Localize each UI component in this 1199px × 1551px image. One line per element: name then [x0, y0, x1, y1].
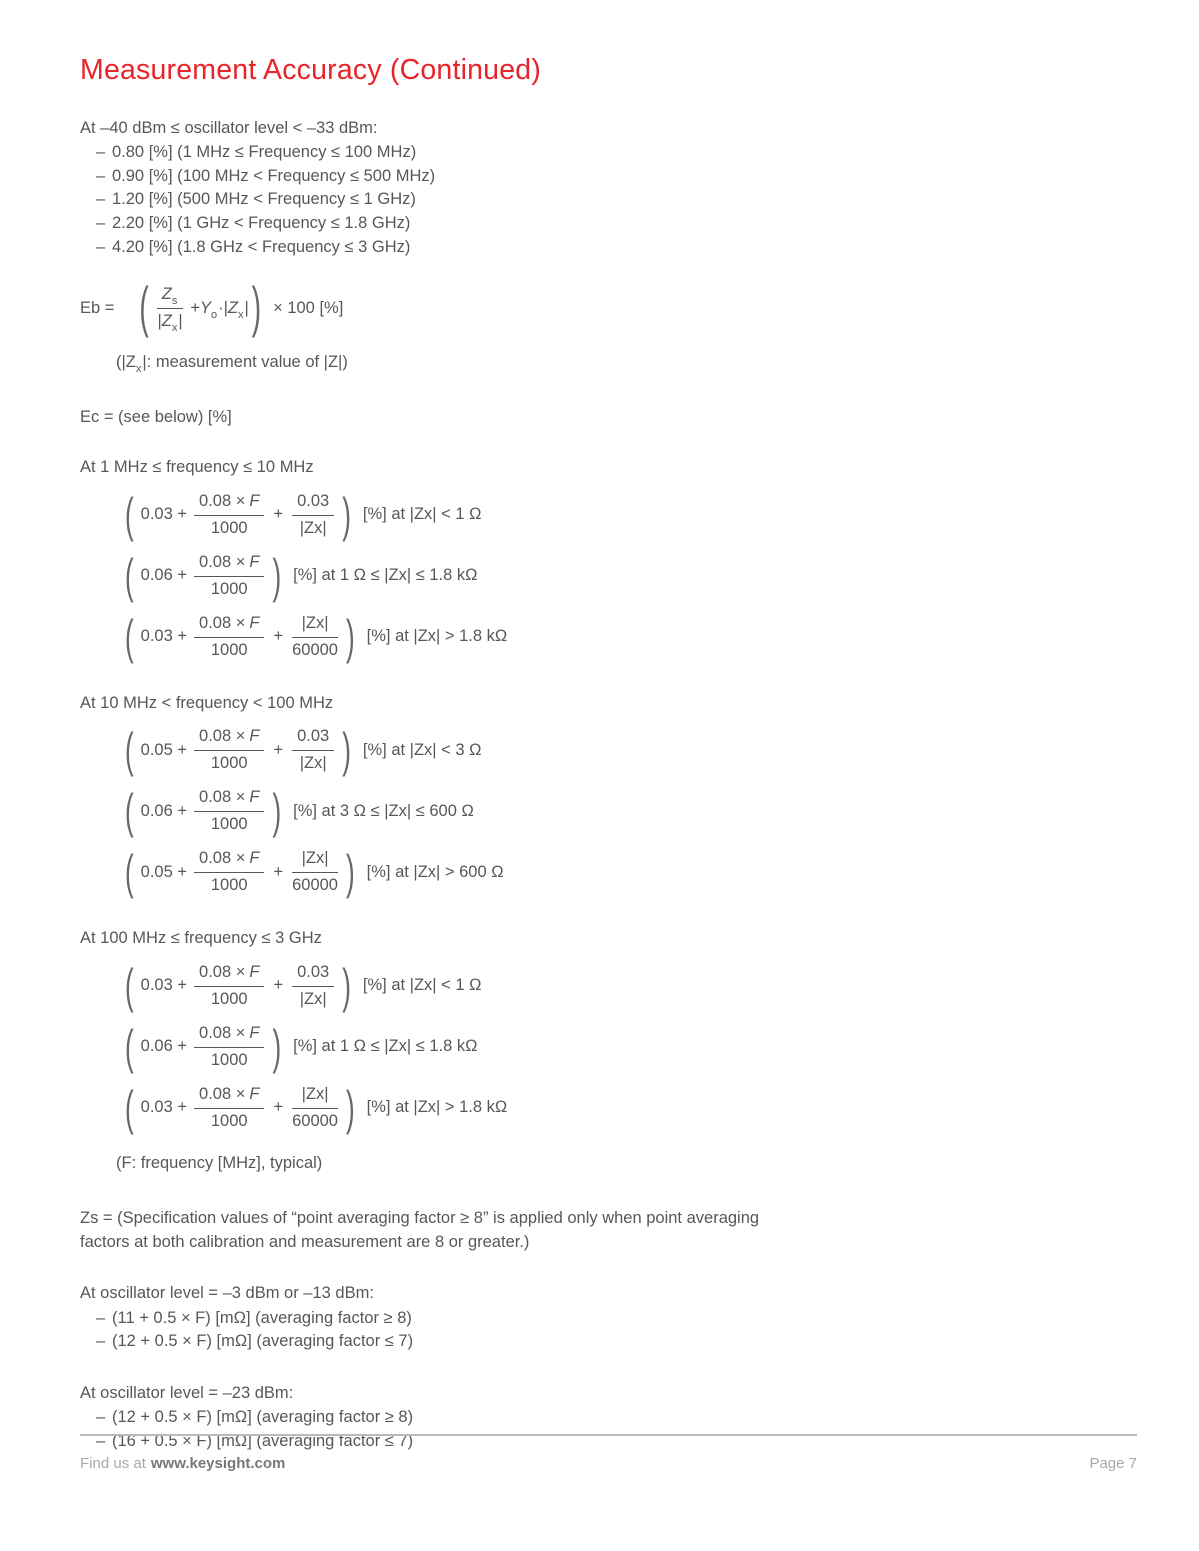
numerator-text: 0.08 ×	[199, 727, 246, 746]
formula-condition: [%] at |Zx| < 3 Ω	[362, 740, 482, 759]
fraction-denominator: 1000	[210, 815, 248, 834]
formula-row	[80, 844, 1139, 900]
right-paren-glyph: )	[342, 722, 351, 778]
formula-row	[80, 1019, 1139, 1075]
page-number: Page 7	[1089, 1455, 1137, 1472]
list-item-text: 2.20 [%] (1 GHz < Frequency ≤ 1.8 GHz)	[112, 214, 411, 233]
right-paren-glyph: )	[345, 608, 355, 665]
abs-bar: |	[244, 298, 249, 317]
fraction-denominator: 60000	[292, 876, 338, 895]
osc-section-heading: At oscillator level = –23 dBm:	[80, 1383, 294, 1402]
right-paren-glyph: )	[272, 547, 282, 604]
fraction	[194, 788, 264, 834]
formula-row	[80, 609, 1139, 665]
numerator-text: 0.08 ×	[199, 788, 246, 807]
formula-condition: [%] at |Zx| > 1.8 kΩ	[366, 627, 508, 646]
fraction	[292, 727, 334, 773]
var-F: F	[249, 962, 260, 981]
fraction	[194, 1024, 264, 1070]
left-paren-glyph: (	[125, 957, 134, 1014]
fraction	[157, 285, 184, 335]
fraction	[194, 963, 264, 1009]
numerator-text: 0.08 ×	[199, 613, 246, 632]
fraction-denominator: 1000	[210, 754, 248, 773]
list-item	[80, 141, 1139, 165]
numerator-text: 0.08 ×	[199, 491, 246, 510]
var-Z: Z	[227, 298, 238, 317]
formula-row	[80, 548, 1139, 604]
fraction-numerator	[194, 614, 264, 638]
page-footer	[80, 1434, 1137, 1472]
fraction-numerator	[194, 1085, 264, 1109]
zs-paragraph	[80, 1207, 1139, 1254]
fraction-numerator	[194, 849, 264, 873]
fraction-denominator: 60000	[292, 640, 338, 659]
list-item	[80, 236, 1139, 260]
list-item-text: (12 + 0.5 × F) [mΩ] (averaging factor ≤ 7)	[112, 1332, 414, 1351]
osc-list	[80, 1307, 1139, 1354]
dash-bullet: –	[96, 214, 106, 233]
osc40-heading: At –40 dBm ≤ oscillator level < –33 dBm:	[80, 118, 378, 137]
abs-bar: |	[157, 312, 162, 331]
fraction-numerator	[194, 1024, 264, 1048]
fraction-denominator: 1000	[210, 1111, 248, 1130]
right-paren-glyph: )	[345, 844, 355, 900]
numerator-text: 0.08 ×	[199, 1084, 246, 1103]
fraction-denominator: 1000	[210, 989, 248, 1008]
dash-bullet: –	[96, 237, 106, 256]
left-paren-glyph: (	[125, 844, 134, 900]
list-item	[80, 212, 1139, 236]
list-item	[80, 165, 1139, 189]
var-F: F	[249, 788, 260, 807]
footer-url[interactable]: www.keysight.com	[150, 1455, 286, 1472]
formula-term: 0.03 +	[140, 976, 188, 995]
fraction-denominator: |Zx|	[299, 518, 327, 537]
fraction	[194, 614, 264, 660]
fraction-numerator: |Zx|	[292, 849, 338, 873]
formula-condition: [%] at 1 Ω ≤ |Zx| ≤ 1.8 kΩ	[293, 566, 478, 585]
fraction	[194, 1085, 264, 1131]
plus-sign: +	[190, 298, 200, 317]
fraction	[194, 727, 264, 773]
left-paren-glyph: (	[125, 486, 134, 543]
var-F: F	[249, 849, 260, 868]
subscript-x: x	[171, 322, 178, 335]
fraction-denominator: 1000	[210, 579, 248, 598]
fraction-numerator	[157, 285, 184, 309]
subscript-s: s	[171, 295, 178, 308]
footer-findus-text: Find us at	[80, 1455, 146, 1472]
left-paren-glyph: (	[125, 783, 134, 839]
eb-note	[80, 351, 1139, 377]
fraction-numerator	[194, 727, 264, 751]
list-item-text: 0.80 [%] (1 MHz ≤ Frequency ≤ 100 MHz)	[112, 143, 417, 162]
right-paren-glyph: )	[272, 783, 282, 839]
list-item-text: 4.20 [%] (1.8 GHz < Frequency ≤ 3 GHz)	[112, 237, 411, 256]
fraction-numerator: 0.03	[292, 492, 334, 516]
dash-bullet: –	[96, 1432, 106, 1451]
zs-line: Zs = (Specification values of “point averaging factor ≥ 8” is applied only when point averaging	[80, 1209, 760, 1228]
subscript-x: x	[135, 363, 142, 376]
fraction-numerator	[194, 492, 264, 516]
dash-bullet: –	[96, 1332, 106, 1351]
fraction	[292, 963, 334, 1009]
var-F: F	[249, 1084, 260, 1103]
fraction-numerator	[194, 963, 264, 987]
plus-operator: +	[273, 740, 284, 759]
right-paren-glyph: )	[345, 1079, 355, 1136]
fraction-denominator	[157, 309, 184, 335]
dot-bar: ·|	[218, 298, 228, 317]
fraction-numerator: 0.03	[292, 727, 334, 751]
right-paren-glyph: )	[272, 1018, 282, 1075]
left-paren-glyph: (	[125, 547, 134, 604]
var-F: F	[249, 491, 260, 510]
note-text: (|Z	[116, 353, 136, 372]
var-Z: Z	[161, 312, 172, 331]
var-Y: Y	[199, 298, 211, 317]
list-item-text: 0.90 [%] (100 MHz < Frequency ≤ 500 MHz)	[112, 166, 436, 185]
formula-term: 0.03 +	[140, 627, 188, 646]
fraction	[292, 492, 334, 538]
osc40-list	[80, 141, 1139, 259]
list-item-text: (16 + 0.5 × F) [mΩ] (averaging factor ≤ 7)	[112, 1432, 414, 1451]
left-paren-glyph: (	[125, 722, 134, 778]
fraction-denominator: 1000	[210, 1050, 248, 1069]
formula-term: 0.06 +	[140, 1037, 188, 1056]
fraction	[292, 849, 338, 895]
dash-bullet: –	[96, 166, 106, 185]
formula-condition: [%] at |Zx| < 1 Ω	[362, 976, 482, 995]
fraction-denominator: 60000	[292, 1111, 338, 1130]
var-F: F	[249, 727, 260, 746]
plus-operator: +	[273, 976, 284, 995]
formula-row	[80, 783, 1139, 839]
fraction-denominator: |Zx|	[299, 754, 327, 773]
fraction-denominator: 1000	[210, 876, 248, 895]
formula-row	[80, 1080, 1139, 1136]
plus-operator: +	[273, 1098, 284, 1117]
formula-row	[80, 487, 1139, 543]
freq-section-heading: At 100 MHz ≤ frequency ≤ 3 GHz	[80, 929, 322, 948]
freq-section-heading: At 1 MHz ≤ frequency ≤ 10 MHz	[80, 458, 314, 477]
fraction-denominator: 1000	[210, 640, 248, 659]
formula-condition: [%] at |Zx| < 1 Ω	[362, 505, 482, 524]
left-paren-glyph: (	[125, 1079, 134, 1136]
right-paren-glyph: )	[342, 957, 351, 1014]
right-paren-glyph: )	[342, 486, 351, 543]
left-paren-glyph: (	[139, 276, 149, 339]
formula-row	[80, 958, 1139, 1014]
fraction	[194, 553, 264, 599]
fraction-numerator: 0.03	[292, 963, 334, 987]
plus-operator: +	[273, 505, 284, 524]
eb-mid-term	[190, 298, 249, 321]
formula-term: 0.03 +	[140, 505, 188, 524]
ec-line: Ec = (see below) [%]	[80, 407, 232, 426]
fraction-numerator: |Zx|	[292, 614, 338, 638]
formula-condition: [%] at |Zx| > 1.8 kΩ	[366, 1098, 508, 1117]
list-item	[80, 188, 1139, 212]
fraction-numerator	[194, 553, 264, 577]
var-F: F	[249, 552, 260, 571]
numerator-text: 0.08 ×	[199, 552, 246, 571]
list-item	[80, 1406, 1139, 1430]
formula-term: 0.05 +	[140, 740, 188, 759]
list-item-text: (12 + 0.5 × F) [mΩ] (averaging factor ≥ 8)	[112, 1408, 414, 1427]
var-F: F	[249, 1023, 260, 1042]
eb-formula	[80, 271, 1139, 345]
formula-row	[80, 722, 1139, 778]
list-item-text: 1.20 [%] (500 MHz < Frequency ≤ 1 GHz)	[112, 190, 416, 209]
osc-section-heading: At oscillator level = –3 dBm or –13 dBm:	[80, 1284, 374, 1303]
fraction	[194, 849, 264, 895]
dash-bullet: –	[96, 1408, 106, 1427]
eb-tail: × 100 [%]	[273, 298, 344, 317]
numerator-text: 0.08 ×	[199, 849, 246, 868]
formula-term: 0.05 +	[140, 862, 188, 881]
dash-bullet: –	[96, 190, 106, 209]
dash-bullet: –	[96, 1308, 106, 1327]
dash-bullet: –	[96, 143, 106, 162]
numerator-text: 0.08 ×	[199, 962, 246, 981]
var-Z: Z	[161, 285, 172, 304]
left-paren-glyph: (	[125, 608, 134, 665]
formula-term: 0.03 +	[140, 1098, 188, 1117]
fraction	[194, 492, 264, 538]
plus-operator: +	[273, 862, 284, 881]
numerator-text: 0.08 ×	[199, 1023, 246, 1042]
formula-condition: [%] at 3 Ω ≤ |Zx| ≤ 600 Ω	[293, 801, 474, 820]
fraction-denominator: |Zx|	[299, 989, 327, 1008]
formula-condition: [%] at |Zx| > 600 Ω	[366, 862, 504, 881]
list-item	[80, 1330, 1139, 1354]
eb-lhs: Eb =	[80, 298, 115, 317]
footer-find-us	[80, 1455, 285, 1472]
freq-section-heading: At 10 MHz < frequency < 100 MHz	[80, 693, 334, 712]
right-paren-glyph: )	[251, 276, 262, 339]
abs-bar: |	[178, 312, 183, 331]
page-title: Measurement Accuracy (Continued)	[80, 54, 542, 86]
subscript-o: o	[210, 308, 218, 321]
formula-term: 0.06 +	[140, 566, 188, 585]
fraction	[292, 614, 338, 660]
list-item-text: (11 + 0.5 × F) [mΩ] (averaging factor ≥ 8)	[112, 1308, 412, 1327]
list-item	[80, 1307, 1139, 1331]
subscript-x: x	[237, 308, 244, 321]
f-definition-note: (F: frequency [MHz], typical)	[116, 1153, 323, 1172]
note-text: |: measurement value of |Z|)	[142, 353, 348, 372]
fraction-numerator	[194, 788, 264, 812]
plus-operator: +	[273, 627, 284, 646]
fraction-numerator: |Zx|	[292, 1085, 338, 1109]
left-paren-glyph: (	[125, 1018, 134, 1075]
formula-condition: [%] at 1 Ω ≤ |Zx| ≤ 1.8 kΩ	[293, 1037, 478, 1056]
fraction	[292, 1085, 338, 1131]
zs-line: factors at both calibration and measurement are 8 or greater.)	[80, 1232, 530, 1251]
fraction-denominator: 1000	[210, 518, 248, 537]
formula-term: 0.06 +	[140, 801, 188, 820]
var-F: F	[249, 613, 260, 632]
